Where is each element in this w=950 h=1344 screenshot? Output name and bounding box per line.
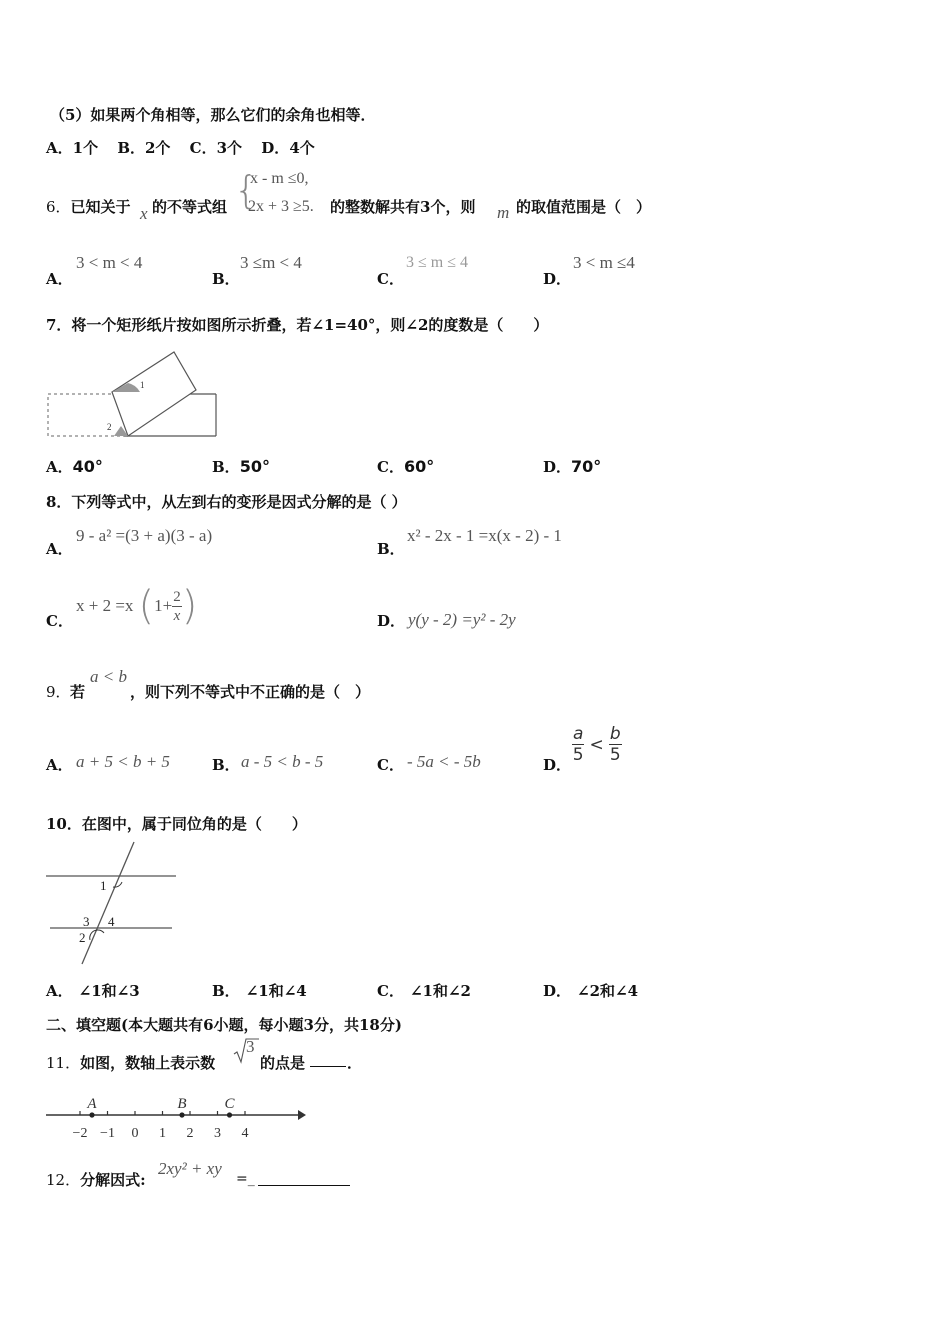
- q5-options: [46, 137, 315, 158]
- q11-answer-blank[interactable]: [310, 1052, 346, 1071]
- q8-option-c-denominator: x: [173, 607, 181, 624]
- q7-option-b: 50°: [239, 457, 270, 476]
- q9-option-d: [572, 724, 622, 765]
- q9-option-d-den1: 5: [572, 745, 584, 765]
- q12-pre: 分解因式:: [80, 1171, 146, 1189]
- q10-angle2-arc: [90, 930, 104, 940]
- q10-option-d: ∠2和∠4: [577, 982, 639, 1000]
- q9-option-c: - 5a < - 5b: [407, 752, 481, 771]
- q10-option-a-wrap: [46, 980, 140, 1001]
- q11-stem: [46, 1052, 215, 1073]
- q7-option-b-label: B．: [212, 458, 240, 476]
- q10-angle1-arc: [113, 882, 122, 887]
- section2-heading: 二、填空题(本大题共有6小题，每小题3分，共18分): [46, 1016, 402, 1034]
- q10-option-c: ∠1和∠2: [409, 982, 471, 1000]
- q9-option-d-num2: b: [609, 724, 621, 744]
- q11-post: 的点是: [260, 1054, 306, 1072]
- q5-option-a: 1个: [72, 139, 99, 157]
- q11-end: ．: [347, 1054, 363, 1072]
- q9-post: ，则下列不等式中不正确的是（ ）: [130, 683, 371, 701]
- q6-brace: {: [234, 168, 259, 212]
- q6-number: 6．: [46, 198, 71, 216]
- q10-label-2: 2: [79, 930, 86, 945]
- q12-stem: [46, 1169, 146, 1190]
- q6-pre: 已知关于: [70, 198, 131, 216]
- q6-mid: 的不等式组: [152, 198, 228, 216]
- q8-option-c-numerator: 2: [173, 588, 181, 605]
- q7-label-1: 1: [140, 380, 145, 390]
- q9-option-d-den2: 5: [609, 745, 621, 765]
- q7-figure: [44, 346, 224, 441]
- q9-option-d-num1: a: [573, 724, 584, 744]
- q6-option-b-label: B．: [212, 270, 240, 288]
- q10-label-3: 3: [83, 914, 90, 929]
- q11-tick-label: 3: [214, 1126, 221, 1141]
- q9-option-d-fraction-right: [609, 724, 622, 765]
- q6-var-m: m: [497, 203, 510, 222]
- q11-point-label: C: [224, 1096, 235, 1112]
- q7-text: 7．将一个矩形纸片按如图所示折叠，若∠1=40°，则∠2的度数是（ ）: [46, 316, 549, 334]
- q11-axis-arrow: [298, 1110, 306, 1120]
- q7-option-b-wrap: [212, 456, 270, 477]
- q10-option-b: ∠1和∠4: [245, 982, 307, 1000]
- q10-label-1: 1: [100, 878, 107, 893]
- q8-option-c: x + 2 =x (1+ $\frac{2}{x}$ ): [76, 583, 198, 629]
- q5-option-c: 3个: [216, 139, 243, 157]
- q8-option-a: 9 - a² =(3 + a)(3 - a): [76, 526, 213, 545]
- q9-pre: 若: [70, 683, 86, 701]
- q9-option-d-lt: <: [589, 734, 604, 755]
- q8-option-c-pre: x + 2 =x: [76, 596, 134, 615]
- q6-stem: [46, 196, 131, 217]
- q11-pre: 如图，数轴上表示数: [80, 1054, 216, 1072]
- q11-tick-labels: [73, 1126, 249, 1141]
- q12-equals: =_: [236, 1171, 255, 1187]
- q11-point-label: B: [177, 1096, 187, 1112]
- q6-option-a-label: A．: [46, 270, 73, 288]
- q6-option-b: 3 ≤m < 4: [240, 253, 302, 272]
- q9-option-b: a - 5 < b - 5: [241, 752, 324, 771]
- q9-number: 9．: [46, 683, 71, 701]
- q5-option-d: 4个: [289, 139, 315, 157]
- q8-option-d-label: D．: [377, 612, 406, 630]
- q9-option-b-label: B．: [212, 756, 240, 774]
- q5-option-b-label: B．: [117, 139, 145, 157]
- q10-option-a: ∠1和∠3: [78, 982, 140, 1000]
- q11-tick-label: −1: [100, 1126, 115, 1141]
- q11-tick-label: 4: [241, 1126, 249, 1141]
- q11-number-line: [44, 1092, 310, 1144]
- q10-option-d-wrap: [543, 980, 638, 1001]
- q8-option-d: y(y - 2) =y² - 2y: [408, 610, 516, 629]
- q6-system-line1: x - m ≤0,: [250, 170, 309, 187]
- q7-option-d-wrap: [543, 456, 601, 477]
- q10-figure: [44, 840, 184, 968]
- q6-option-c-label: C．: [377, 270, 404, 288]
- q8-option-c-one: 1+: [154, 596, 173, 615]
- q7-option-c: 60°: [403, 457, 435, 476]
- q5-option-d-label: D．: [261, 139, 290, 157]
- q8-option-b: x² - 2x - 1 =x(x - 2) - 1: [407, 526, 562, 545]
- q11-point-dot: [179, 1112, 184, 1117]
- q11-tick-label: −2: [72, 1126, 88, 1141]
- q6-post: 的整数解共有3个，则: [330, 198, 476, 216]
- q9-option-d-fraction-left: [572, 724, 584, 765]
- q11-point-dot: [227, 1112, 232, 1117]
- q7-folded-flap: [112, 352, 196, 436]
- q12-expression: 2xy² + xy: [158, 1159, 222, 1178]
- q7-option-a-label: A．: [46, 458, 73, 476]
- q8-text: 8．下列等式中，从左到右的变形是因式分解的是（ ）: [46, 493, 407, 511]
- q7-label-2: 2: [107, 422, 112, 432]
- q5-text: （5）如果两个角相等，那么它们的余角也相等．: [50, 106, 376, 124]
- q11-tick-label: 2: [186, 1126, 194, 1141]
- q6-option-c: 3 ≤ m ≤ 4: [406, 254, 469, 271]
- q5-option-b: 2个: [145, 139, 171, 157]
- q7-option-d-label: D．: [543, 458, 572, 476]
- q9-condition: a < b: [90, 667, 127, 686]
- q7-option-a: 40°: [72, 457, 103, 476]
- q11-radicand: 3: [246, 1037, 255, 1056]
- q10-option-b-wrap: [212, 980, 307, 1001]
- q11-number: 11．: [46, 1054, 81, 1072]
- q8-option-a-label: A．: [46, 540, 73, 558]
- q7-option-d: 70°: [571, 457, 602, 476]
- q6-system-line2: 2x + 3 ≥5.: [248, 198, 314, 215]
- q12-answer-blank[interactable]: [258, 1171, 350, 1190]
- q10-option-a-label: A．: [46, 982, 73, 1000]
- q11-tick-label: 1: [159, 1126, 166, 1141]
- q11-point-dot: [89, 1112, 94, 1117]
- q10-label-4: 4: [108, 914, 115, 929]
- q7-option-c-wrap: [377, 456, 434, 477]
- q9-option-c-label: C．: [377, 756, 404, 774]
- q9-option-a-label: A．: [46, 756, 73, 774]
- q6-end: 的取值范围是（ ）: [516, 198, 652, 216]
- q10-option-d-label: D．: [543, 982, 572, 1000]
- q11-tick-label: 0: [131, 1126, 139, 1141]
- q8-option-c-fraction: [172, 588, 182, 625]
- q10-option-b-label: B．: [212, 982, 240, 1000]
- q10-option-c-wrap: [377, 980, 471, 1001]
- q10-text: 10．在图中，属于同位角的是（ ）: [46, 815, 307, 833]
- q11-point-label: A: [87, 1096, 97, 1112]
- q5-option-a-label: A．: [46, 139, 73, 157]
- q6-var-x: x: [140, 204, 148, 223]
- q10-transversal: [82, 842, 134, 964]
- q12-number: 12．: [46, 1171, 81, 1189]
- q6-option-a: 3 < m < 4: [76, 253, 143, 272]
- q7-option-a-wrap: [46, 456, 103, 477]
- q8-option-b-label: B．: [377, 540, 405, 558]
- q6-option-d: 3 < m ≤4: [573, 253, 635, 272]
- q7-option-c-label: C．: [377, 458, 404, 476]
- q6-option-d-label: D．: [543, 270, 572, 288]
- q5-option-c-label: C．: [189, 139, 217, 157]
- q8-option-c-label: C．: [46, 612, 73, 630]
- q9-option-a: a + 5 < b + 5: [76, 752, 170, 771]
- q9-option-d-label: D．: [543, 756, 572, 774]
- q10-option-c-label: C．: [377, 982, 404, 1000]
